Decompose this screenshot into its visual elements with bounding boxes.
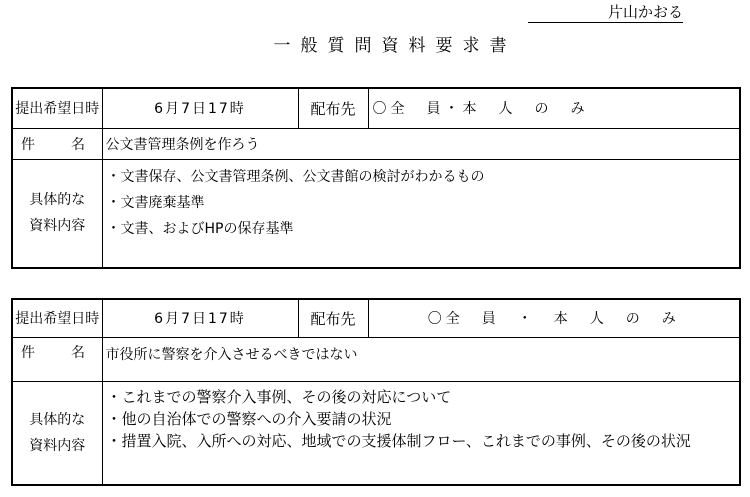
subject-label-2: 名 <box>71 344 85 361</box>
detail-item: ・措置入院、入所への対応、地域での支援体制フロー、これまでの事例、その後の状況 <box>106 431 691 450</box>
deadline-label: 提出希望日時 <box>12 88 102 128</box>
author-name: 片山かおる <box>528 2 683 23</box>
detail-list <box>102 159 740 268</box>
detail-list <box>102 381 740 485</box>
document-title: 一般質問資料要求書 <box>273 36 517 56</box>
subject-label-1: 件 <box>21 344 35 361</box>
subject-label <box>12 337 102 381</box>
subject-value: 市役所に警察を介入させるべきではない <box>102 337 740 381</box>
detail-item: ・これまでの警察介入事例、その後の対応について <box>106 387 452 406</box>
distribution-value: 〇全 員 ・ 本 人 の み <box>368 299 740 337</box>
detail-label-2: 資料内容 <box>29 437 86 454</box>
subject-value: 公文書管理条例を作ろう <box>102 128 740 159</box>
subject-label <box>12 128 102 159</box>
detail-item: ・文書廃棄基準 <box>106 194 205 211</box>
distribution-label: 配布先 <box>298 88 368 128</box>
deadline-label: 提出希望日時 <box>12 299 102 337</box>
deadline-value: 6月7日17時 <box>102 88 298 128</box>
distribution-label: 配布先 <box>298 299 368 337</box>
detail-label-2: 資料内容 <box>29 218 86 235</box>
subject-label-1: 件 <box>21 136 35 153</box>
deadline-value: 6月7日17時 <box>102 299 298 337</box>
request-form-1 <box>11 87 741 269</box>
detail-label <box>12 381 102 485</box>
subject-label-2: 名 <box>71 136 85 153</box>
request-form-2 <box>11 298 741 486</box>
detail-item: ・他の自治体での警察への介入要請の状況 <box>106 409 392 428</box>
detail-label <box>12 159 102 268</box>
detail-item: ・文書保存、公文書管理条例、公文書館の検討がわかるもの <box>106 168 485 185</box>
detail-item: ・文書、およびHPの保存基準 <box>106 220 294 237</box>
detail-label-1: 具体的な <box>29 411 86 428</box>
detail-label-1: 具体的な <box>29 192 86 209</box>
distribution-value: 〇全 員・本 人 の み <box>368 88 740 128</box>
